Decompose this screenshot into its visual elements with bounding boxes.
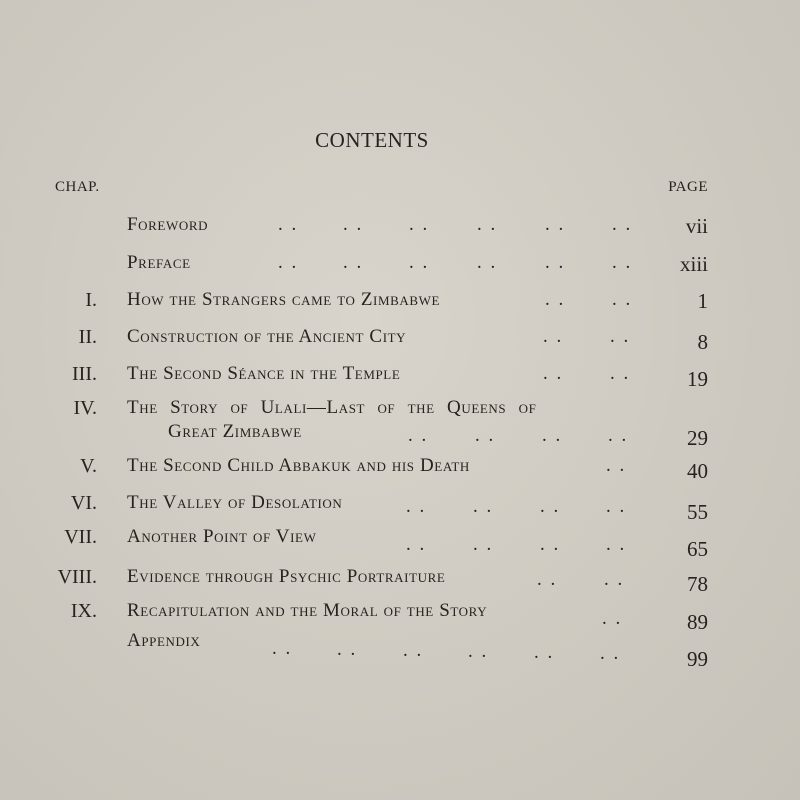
leader-dots: . . <box>272 638 293 659</box>
leader-dots: . . <box>406 534 427 555</box>
leader-dots: . . <box>604 569 625 590</box>
leader-dots: . . <box>610 363 631 384</box>
entry-title: Preface <box>127 252 191 273</box>
leader-dots: . . <box>600 643 621 664</box>
toc-entry-appendix <box>0 630 800 674</box>
leader-dots: . . <box>473 534 494 555</box>
leader-dots: . . <box>606 496 627 517</box>
leader-dots: . . <box>545 214 566 235</box>
entry-page: 99 <box>687 647 708 671</box>
leader-dots: . . <box>606 455 627 476</box>
leader-dots: . . <box>343 252 364 273</box>
toc-entry-chapter-9 <box>0 600 800 634</box>
leader-dots: . . <box>477 252 498 273</box>
leader-dots: . . <box>612 214 633 235</box>
chapter-number: VIII. <box>57 566 97 588</box>
entry-page: 65 <box>687 537 708 561</box>
entry-title: Evidence through Psychic Portraiture <box>127 566 446 587</box>
entry-title: Foreword <box>127 214 209 235</box>
leader-dots: . . <box>542 425 563 446</box>
entry-title: The Story of Ulali—Last of the Queens of <box>127 397 537 418</box>
leader-dots: . . <box>477 214 498 235</box>
leader-dots: . . <box>409 214 430 235</box>
chapter-number: IV. <box>73 397 97 419</box>
entry-title: Recapitulation and the Moral of the Story <box>127 600 488 621</box>
leader-dots: . . <box>534 642 555 663</box>
leader-dots: . . <box>343 214 364 235</box>
entry-title: The Valley of Desolation <box>127 492 343 513</box>
leader-dots: . . <box>540 534 561 555</box>
entry-title: How the Strangers came to Zimbabwe <box>127 289 441 310</box>
toc-entry-chapter-5 <box>0 455 800 485</box>
leader-dots: . . <box>468 641 489 662</box>
leader-dots: . . <box>540 496 561 517</box>
leader-dots: . . <box>602 608 623 629</box>
entry-page: 55 <box>687 500 708 524</box>
leader-dots: . . <box>337 639 358 660</box>
leader-dots: . . <box>403 640 424 661</box>
entry-page: 40 <box>687 459 708 483</box>
toc-entry-chapter-8 <box>0 566 800 596</box>
leader-dots: . . <box>608 425 629 446</box>
leader-dots: . . <box>473 496 494 517</box>
chapter-number: II. <box>78 326 97 348</box>
leader-dots: . . <box>543 326 564 347</box>
toc-entry-chapter-1 <box>0 289 800 319</box>
entry-page: 89 <box>687 610 708 634</box>
toc-entry-preface <box>0 252 800 282</box>
leader-dots: . . <box>545 252 566 273</box>
entry-title: The Second Séance in the Temple <box>127 363 401 384</box>
leader-dots: . . <box>545 289 566 310</box>
entry-page: 1 <box>697 289 708 313</box>
entry-page: 19 <box>687 367 708 391</box>
leader-dots: . . <box>610 326 631 347</box>
entry-title: Appendix <box>127 630 201 651</box>
toc-entry-chapter-7 <box>0 526 800 561</box>
entry-page: xiii <box>679 252 708 276</box>
chapter-number: V. <box>80 455 97 477</box>
entry-title-continued: Great Zimbabwe <box>168 421 302 442</box>
chapter-number: I. <box>85 289 97 311</box>
chapter-number: VII. <box>64 526 97 548</box>
entry-title: Construction of the Ancient City <box>127 326 407 347</box>
leader-dots: . . <box>278 214 299 235</box>
leader-dots: . . <box>612 252 633 273</box>
leader-dots: . . <box>475 425 496 446</box>
entry-title: Another Point of View <box>127 526 317 547</box>
leader-dots: . . <box>543 363 564 384</box>
toc-entry-chapter-4 <box>0 397 800 457</box>
page-column-header: PAGE <box>668 179 708 195</box>
page-title: CONTENTS <box>315 128 429 152</box>
toc-entry-foreword <box>0 214 800 244</box>
leader-dots: . . <box>408 425 429 446</box>
entry-page: 78 <box>687 572 708 596</box>
leader-dots: . . <box>537 569 558 590</box>
entry-title: The Second Child Abbakuk and his Death <box>127 455 470 476</box>
chapter-number: IX. <box>70 600 97 622</box>
entry-page: 29 <box>687 426 708 450</box>
leader-dots: . . <box>606 534 627 555</box>
entry-page: 8 <box>697 330 708 354</box>
leader-dots: . . <box>278 252 299 273</box>
toc-entry-chapter-6 <box>0 492 800 522</box>
chapter-number: III. <box>72 363 97 385</box>
chap-column-header: CHAP. <box>55 179 100 195</box>
toc-entry-chapter-3 <box>0 363 800 393</box>
leader-dots: . . <box>612 289 633 310</box>
leader-dots: . . <box>406 496 427 517</box>
leader-dots: . . <box>409 252 430 273</box>
entry-page: vii <box>685 214 708 238</box>
toc-entry-chapter-2 <box>0 326 800 356</box>
chapter-number: VI. <box>70 492 97 514</box>
